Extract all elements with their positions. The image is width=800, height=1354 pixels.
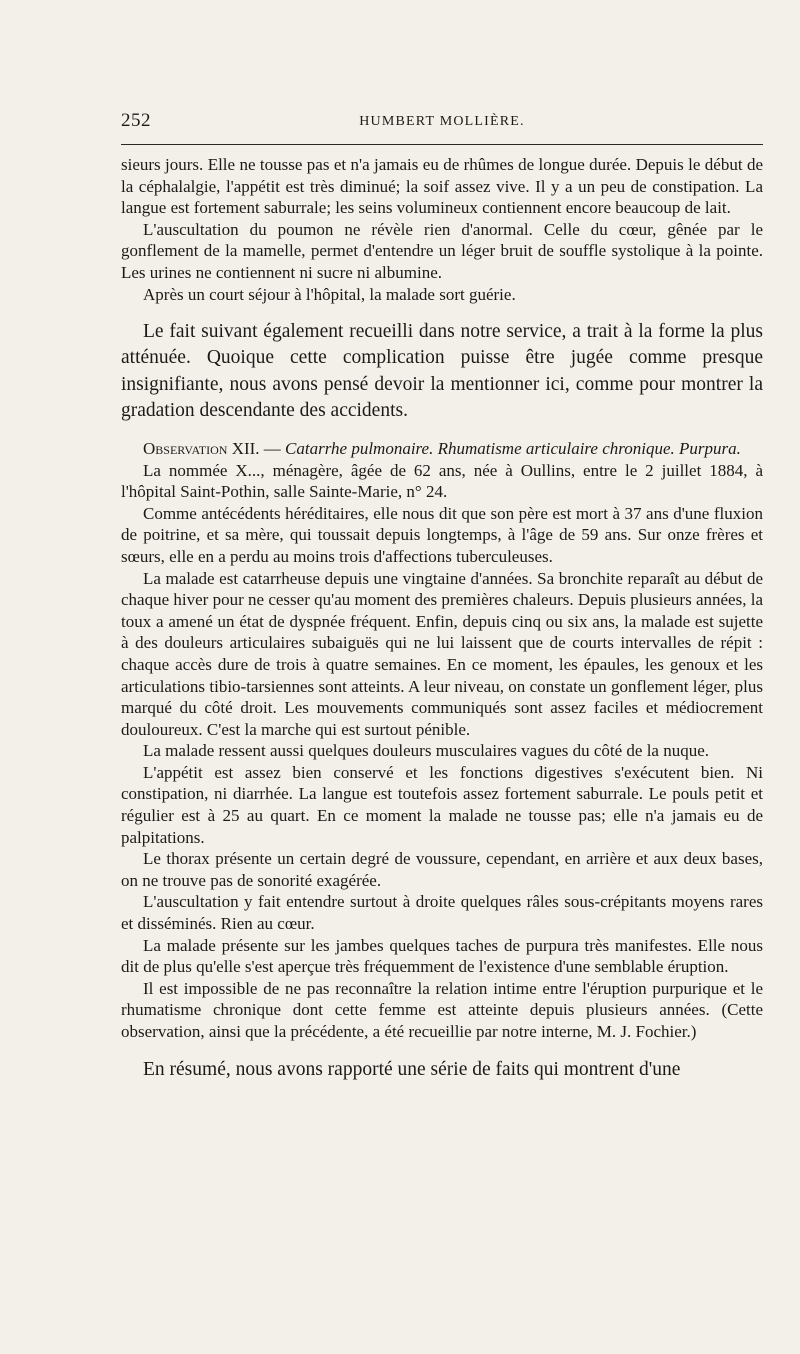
paragraph-thorax: Le thorax présente un certain degré de voussure, cependant, en arrière et aux deux bases, on ne trouve pas de sonorité exagérée.	[121, 849, 763, 890]
page-number: 252	[121, 110, 151, 131]
paragraph-rales: L'auscultation y fait entendre surtout à droite quelques râles sous-crépitants moyens rares et disséminés. Rien au cœur.	[121, 892, 763, 934]
paragraph-discharge: Après un court séjour à l'hôpital, la malade sort guérie.	[143, 284, 516, 304]
observation-label: Observation XII.	[143, 438, 260, 458]
observation-title: Catarrhe pulmonaire. Rhumatisme articulaire chronique. Purpura.	[285, 438, 741, 458]
paragraph-heredity: Comme antécédents héréditaires, elle nous dit que son père est mort à 37 ans d'une fluxion de poitrine, et sa mère, qui toussait depuis longtemps, à l'âge de 59 ans. Sur onze frères et sœurs, elle en a perdu au moins trois d'affections tuberculeuses.	[121, 503, 763, 566]
paragraph-muscle-pain: La malade ressent aussi quelques douleurs musculaires vagues du côté de la nuque.	[143, 741, 710, 761]
page-body	[121, 154, 763, 1083]
paragraph-purpura: La malade présente sur les jambes quelques taches de purpura très manifestes. Elle nous dit de plus qu'elle s'est aperçue très fréquemment de l'existence d'une semblable éruption.	[121, 935, 763, 977]
running-head: HUMBERT MOLLIÈRE.	[359, 114, 525, 129]
page-header	[121, 106, 763, 136]
paragraph-continuation: sieurs jours. Elle ne tousse pas et n'a jamais eu de rhûmes de longue durée. Depuis le début de la céphalalgie, l'appétit est très diminué; la soif assez vive. Il y a un peu de constipation. La langue est fortement saburrale; les seins volumineux contiennent encore beaucoup de lait.	[121, 155, 763, 218]
paragraph-transition: Le fait suivant également recueilli dans notre service, a trait à la forme la plus atténuée. Quoique cette complication puisse être jugée comme presque insignifiante, nous avons pensé devoir la mentionner ici, comme pour montrer la gradation descendante des accidents.	[121, 321, 763, 421]
paragraph-summary: En résumé, nous avons rapporté une série de faits qui montrent d'une	[143, 1058, 681, 1080]
header-rule	[121, 144, 763, 145]
paragraph-auscultation: L'auscultation du poumon ne révèle rien d'anormal. Celle du cœur, gênée par le gonflement de la mamelle, permet d'entendre un léger bruit de souffle systolique à la pointe. Les urines ne contiennent ni sucre ni albumine.	[121, 219, 763, 282]
paragraph-patient: La nommée X..., ménagère, âgée de 62 ans, née à Oullins, entre le 2 juillet 1884, à l'hôpital Saint-Pothin, salle Sainte-Marie, n° 24.	[121, 460, 763, 502]
observation-heading	[121, 438, 763, 460]
paragraph-history: La malade est catarrheuse depuis une vingtaine d'années. Sa bronchite reparaît au début de chaque hiver pour ne cesser qu'au moment des premières chaleurs. Depuis plusieurs années, la toux a amené un état de dyspnée fréquent. Enfin, depuis cinq ou six ans, la malade est sujette à des douleurs articulaires subaiguës qui ne lui laissent que de courts intervalles de répit : chaque accès dure de trois à quatre semaines. En ce moment, les épaules, les genoux et les articulations tibio-tarsiennes sont atteints. A leur niveau, on constate un gonflement léger, plus marqué du côté droit. Les mouvements communiqués sont assez faciles et médiocrement douloureux. C'est la marche qui est surtout pénible.	[121, 568, 763, 739]
observation-dash: —	[259, 438, 286, 458]
paragraph-relation: Il est impossible de ne pas reconnaître la relation intime entre l'éruption purpurique et le rhumatisme chronique dont cette femme est atteinte depuis plusieurs années. (Cette observation, ainsi que la précédente, a été recueillie par notre interne, M. J. Fochier.)	[121, 978, 763, 1041]
paragraph-digestion: L'appétit est assez bien conservé et les fonctions digestives s'exécutent bien. Ni constipation, ni diarrhée. La langue est toutefois assez fortement saburrale. Le pouls petit et régulier est à 25 au quart. En ce moment la malade ne tousse pas; elle n'a jamais eu de palpitations.	[121, 762, 763, 847]
